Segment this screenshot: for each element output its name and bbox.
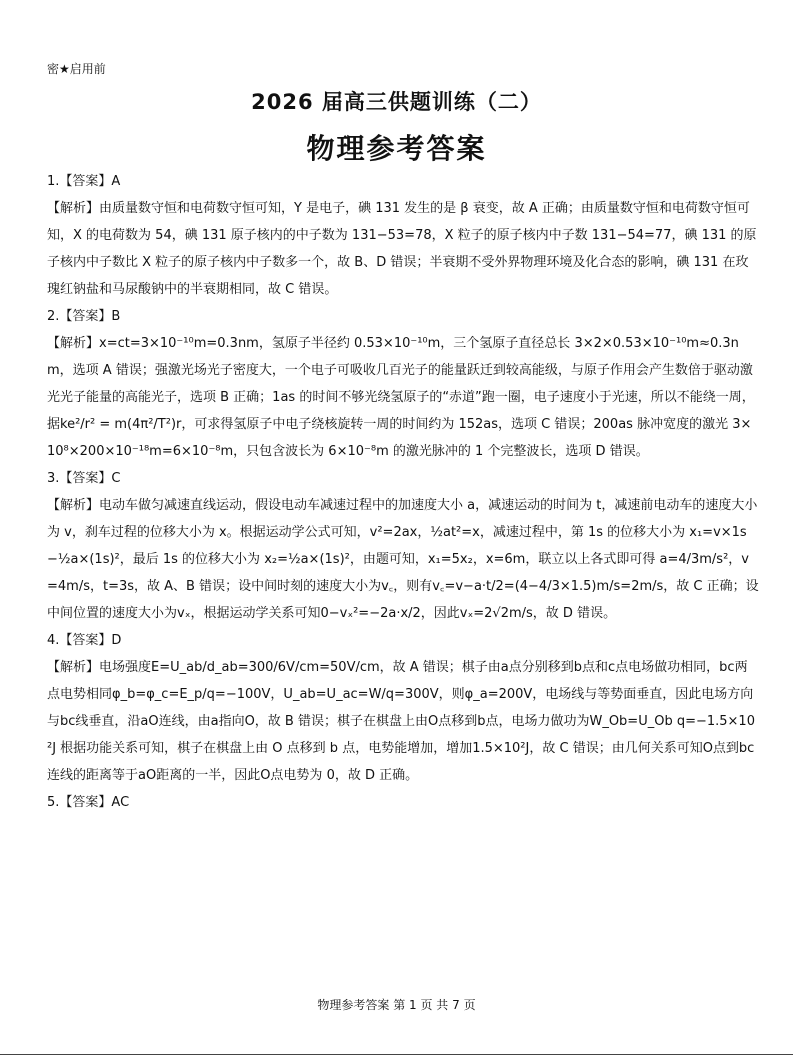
exam-title: 2026 届高三供题训练（二）	[251, 90, 542, 114]
question-block	[47, 168, 759, 303]
answer-line: 2.【答案】B	[47, 309, 121, 324]
page-footer: 物理参考答案 第 1 页 共 7 页	[317, 998, 476, 1012]
analysis-text: 【解析】由质量数守恒和电荷数守恒可知，Y 是电子，碘 131 发生的是 β 衰变，故 A 正确；由质量数守恒和电荷数守恒可知，X 的电荷数为 54，碘 131 原子核内的中子数为 131−53=78，X 粒子的原子核内中子数 131−54=77，碘 131 的原子核内中子数比 X 粒子的原子核内中子数多一个，故 B、D 错误；半衰期不受外界物理环境及化合态的影响，碘 131 在玫瑰红钠盐和马尿酸钠中的半衰期相同，故 C 错误。	[47, 201, 757, 297]
question-block	[47, 627, 759, 789]
question-block	[47, 303, 759, 465]
answer-line: 1.【答案】A	[47, 174, 121, 189]
page-title: 物理参考答案	[306, 132, 487, 165]
answer-line: 5.【答案】AC	[47, 795, 130, 810]
answer-line: 3.【答案】C	[47, 471, 121, 486]
answer-content	[47, 168, 759, 816]
analysis-text: 【解析】x=ct=3×10⁻¹⁰m=0.3nm，氢原子半径约 0.53×10⁻¹⁰m，三个氢原子直径总长 3×2×0.53×10⁻¹⁰m≈0.3nm，选项 A 错误；强激光场光子密度大，一个电子可吸收几百光子的能量跃迁到较高能级，与原子作用会产生数倍于驱动激光光子能量的高能光子，选项 B 正确；1as 的时间不够光绕氢原子的“赤道”跑一圈，电子速度小于光速，所以不能绕一周，据ke²/r² = m(4π²/T²)r，可求得氢原子中电子绕核旋转一周的时间约为 152as，选项 C 错误；200as 脉冲宽度的激光 3×10⁸×200×10⁻¹⁸m=6×10⁻⁸m，只包含波长为 6×10⁻⁸m 的激光脉冲的 1 个完整波长，选项 D 错误。	[47, 336, 755, 459]
analysis-text: 【解析】电场强度E=U_ab/d_ab=300/6V/cm=50V/cm，故 A 错误；棋子由a点分别移到b点和c点电场做功相同，bc两点电势相同φ_b=φ_c=E_p/q=−100V，U_ab=U_ac=W/q=300V，则φ_a=200V，电场线与等势面垂直，因此电场方向与bc线垂直，沿aO连线，由a指向O，故 B 错误；棋子在棋盘上由O点移到b点，电场力做功为W_Ob=U_Ob q=−1.5×10²J 根据功能关系可知，棋子在棋盘上由 O 点移到 b 点，电势能增加，增加1.5×10²J，故 C 错误；由几何关系可知O点到bc连线的距离等于aO距离的一半，因此O点电势为 0，故 D 正确。	[47, 660, 755, 783]
bottom-divider	[0, 1054, 793, 1055]
question-block	[47, 789, 759, 816]
secret-mark: 密★启用前	[47, 62, 106, 76]
analysis-text: 【解析】电动车做匀减速直线运动，假设电动车减速过程中的加速度大小 a，减速运动的时间为 t，减速前电动车的速度大小为 v，刹车过程的位移大小为 x。根据运动学公式可知，v²=2ax，½at²=x，减速过程中，第 1s 的位移大小为 x₁=v×1s−½a×(1s)²，最后 1s 的位移大小为 x₂=½a×(1s)²，由题可知，x₁=5x₂，x=6m，联立以上各式即可得 a=4/3m/s²，v=4m/s，t=3s，故 A、B 错误；设中间时刻的速度大小为v꜀，则有v꜀=v−a·t/2=(4−4/3×1.5)m/s=2m/s，故 C 正确；设中间位置的速度大小为vₓ，根据运动学关系可知0−vₓ²=−2a·x/2，因此vₓ=2√2m/s，故 D 错误。	[47, 498, 759, 621]
answer-line: 4.【答案】D	[47, 633, 122, 648]
question-block	[47, 465, 759, 627]
